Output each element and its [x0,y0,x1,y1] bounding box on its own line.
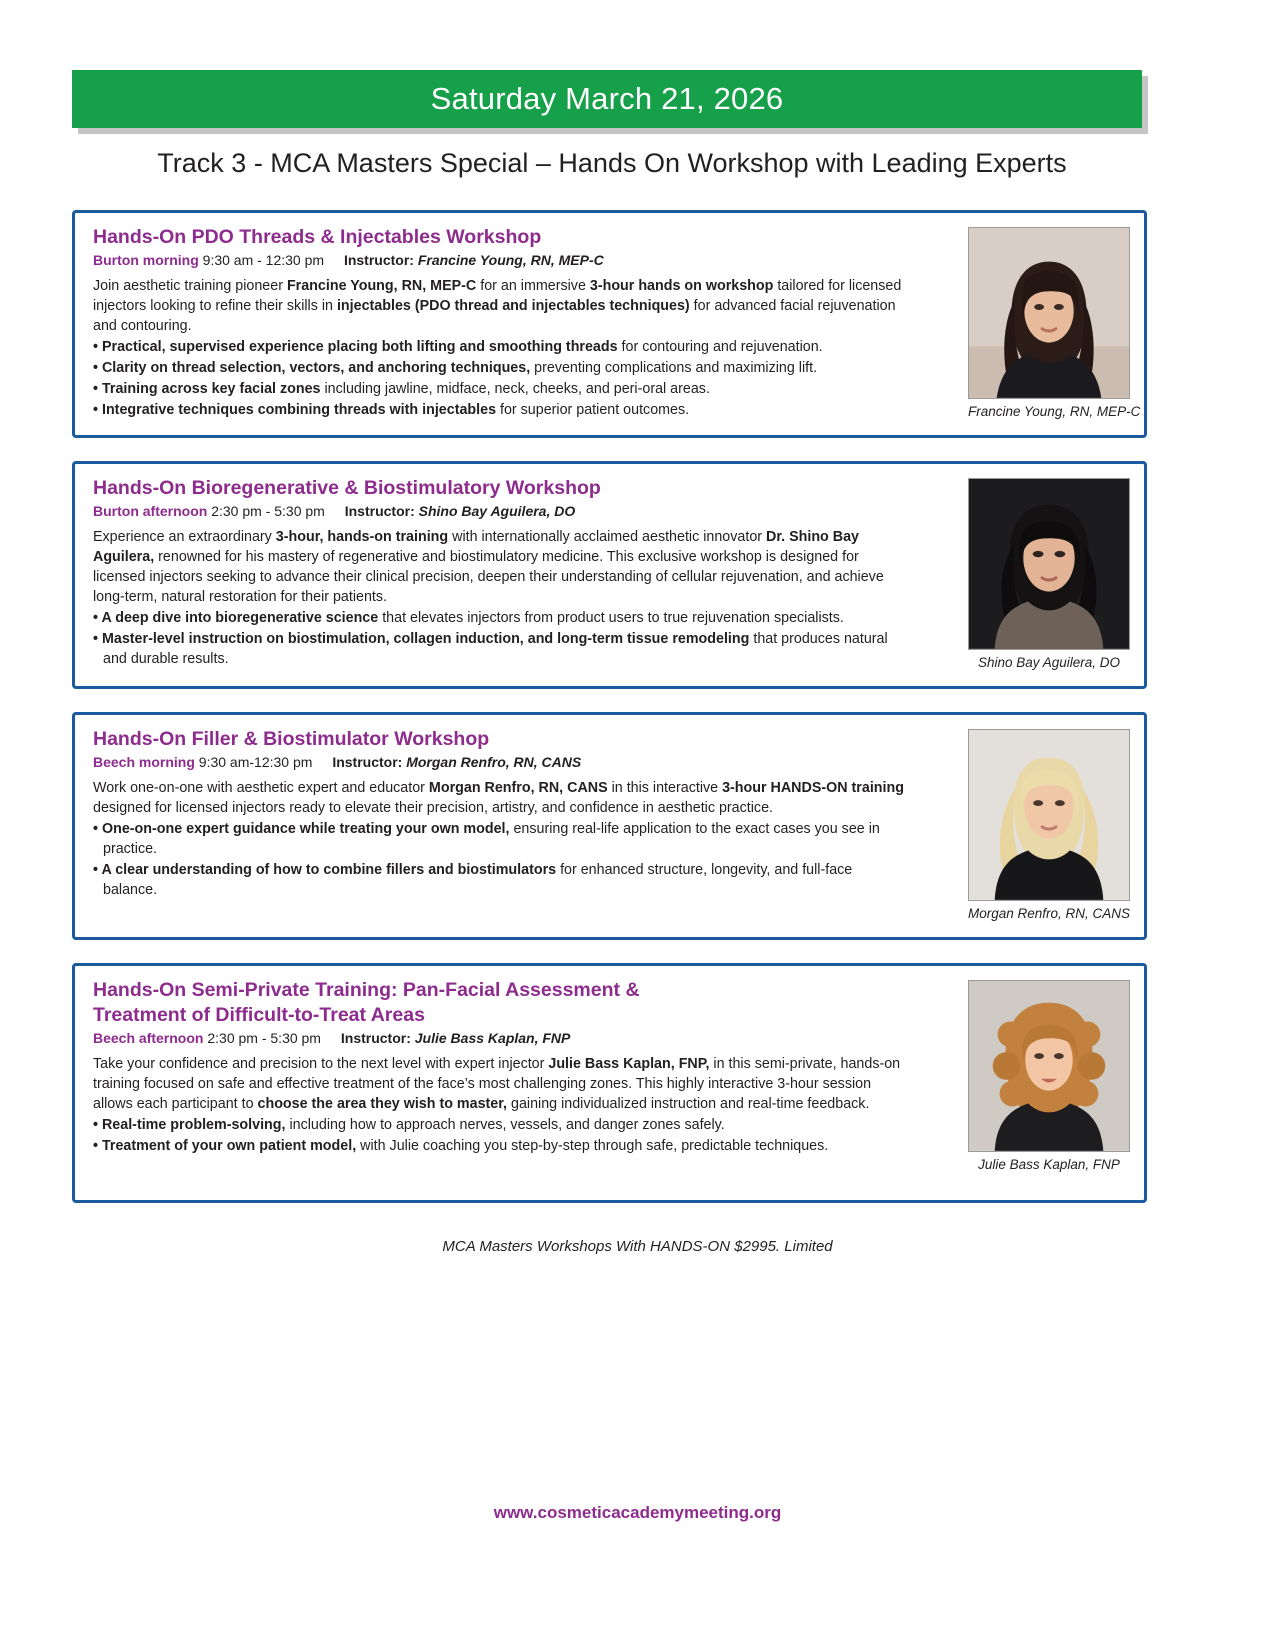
portrait-illustration [969,479,1129,649]
instructor-label-3: Instructor: [332,753,403,770]
session-bullet: • Treatment of your own patient model, with Julie coaching you step-by-step through safe, predictable techniques. [93,1137,829,1154]
session-title-3: Hands-On Filler & Biostimulator Workshop [93,728,490,750]
photo-francine-young [968,227,1130,399]
session-bullet: • Master-level instruction on biostimulation, collagen induction, and long-term tissue remodeling that produces natural and durable results. [93,631,888,668]
session-time-2: 2:30 pm - 5:30 pm [211,502,325,519]
session-paragraph-3: Work one-on-one with aesthetic expert and educator Morgan Renfro, RN, CANS in this interactive 3-hour HANDS-ON training designed for licensed injectors ready to elevate their precision, artistry, and confidence in aesthetic practice. [93,779,904,816]
p1d: 3-hour hands on workshop [589,277,774,294]
date-banner [72,70,1142,128]
session-title-2: Hands-On Bioregenerative & Biostimulatory Workshop [93,477,601,499]
p1f: injectables (PDO thread and injectables techniques) [336,297,690,314]
instructor-label-2: Instructor: [344,502,415,519]
session-body-4 [93,1054,908,1156]
instructor-name-4: Julie Bass Kaplan, FNP [414,1029,571,1046]
session-title-4 [93,978,923,1028]
session-meta-4 [93,1030,923,1046]
instructor-label-4: Instructor: [340,1029,411,1046]
session-paragraph-4: Take your confidence and precision to the next level with expert injector Julie Bass Kaplan, FNP, in this semi-private, hands-on training focused on safe and effective treatment of the face’s most challenging zones. This highly interactive 3-hour session allows each participant to choose the area they wish to master, gaining individualized instruction and real-time feedback. [93,1055,901,1112]
instructor-label-1: Instructor: [343,251,414,268]
session-paragraph-1 [93,276,908,336]
session-slot-2: Burton afternoon [93,502,208,519]
session-bullet: • Real-time problem-solving, including how to approach nerves, vessels, and danger zones safely. [93,1116,725,1133]
session-slot-1: Burton morning [93,251,199,268]
instructor-photo-block-2 [968,478,1130,670]
instructor-name-3: Morgan Renfro, RN, CANS [406,753,582,770]
portrait-illustration [969,228,1129,398]
track-title: Track 3 - MCA Masters Special – Hands On Workshop with Leading Experts [157,148,1067,178]
session-meta-3 [93,754,923,770]
session-title-4-line1: Hands-On Semi-Private Training: Pan-Facial Assessment & [93,979,640,1001]
portrait-illustration [969,981,1129,1151]
session-bullet: • A deep dive into bioregenerative science that elevates injectors from product users to true rejuvenation specialists. [93,610,844,627]
session-card-3[interactable] [72,712,1147,940]
p1a: Join aesthetic training pioneer [93,277,287,294]
website-link[interactable]: www.cosmeticacademymeeting.org [493,1503,782,1522]
session-bullet: • One-on-one expert guidance while treating your own model, ensuring real-life application to the exact cases you see in practice. [93,820,880,857]
session-time-4: 2:30 pm - 5:30 pm [207,1029,321,1046]
photo-caption-4: Julie Bass Kaplan, FNP [978,1157,1120,1172]
instructor-photo-block-4 [968,980,1130,1172]
session-bullet: • Integrative techniques combining threads with injectables for superior patient outcomes. [93,402,690,419]
session-bullet: • A clear understanding of how to combine fillers and biostimulators for enhanced structure, longevity, and full-face balance. [93,862,853,899]
session-time-1: 9:30 am - 12:30 pm [202,251,325,268]
photo-morgan-renfro [968,729,1130,901]
session-bullet: • Training across key facial zones including jawline, midface, neck, cheeks, and peri-oral areas. [93,381,710,398]
photo-caption-3: Morgan Renfro, RN, CANS [968,906,1131,921]
session-body-3 [93,778,908,900]
session-meta-1 [93,252,923,268]
price-note: MCA Masters Workshops With HANDS-ON $2995. Limited [442,1238,833,1255]
session-paragraph-2: Experience an extraordinary 3-hour, hands-on training with internationally acclaimed aesthetic innovator Dr. Shino Bay Aguilera, renowned for his mastery of regenerative and biostimulatory medicine. This exclusive workshop is designed for licensed injectors seeking to advance their clinical precision, deepen their understanding of cellular rejuvenation, and achieve long-term, natural restoration for their patients. [93,528,884,605]
session-title-1: Hands-On PDO Threads & Injectables Workshop [93,226,542,248]
date-text: Saturday March 21, 2026 [430,81,784,116]
portrait-illustration [969,730,1129,900]
p1b: Francine Young, RN, MEP-C [286,277,477,294]
session-slot-3: Beech morning [93,753,195,770]
photo-caption-2: Shino Bay Aguilera, DO [977,655,1121,670]
p1c: for an immersive [476,277,590,294]
instructor-photo-block-3 [968,729,1130,921]
session-bullet: • Clarity on thread selection, vectors, and anchoring techniques, preventing complications and maximizing lift. [93,360,818,377]
instructor-photo-block-1 [968,227,1141,419]
instructor-name-1: Francine Young, RN, MEP-C [417,251,604,268]
session-time-3: 9:30 am-12:30 pm [198,753,313,770]
photo-shino-bay-aguilera [968,478,1130,650]
session-body-1 [93,276,908,420]
session-card-1[interactable] [72,210,1147,438]
session-bullet: • Practical, supervised experience placing both lifting and smoothing threads for contouring and rejuvenation. [93,339,823,355]
photo-julie-bass-kaplan [968,980,1130,1152]
session-card-2[interactable] [72,461,1147,689]
session-meta-2 [93,503,923,519]
photo-caption-1: Francine Young, RN, MEP-C [968,404,1141,419]
p1g: for advanced facial rejuvenation and contouring. [93,297,896,334]
session-slot-4: Beech afternoon [93,1029,204,1046]
session-body-2 [93,527,908,669]
session-title-4-line2: Treatment of Difficult-to-Treat Areas [93,1003,425,1026]
instructor-name-2: Shino Bay Aguilera, DO [418,502,576,519]
p1e: tailored for licensed injectors looking to refine their skills in [93,277,902,314]
session-card-4[interactable] [72,963,1147,1203]
